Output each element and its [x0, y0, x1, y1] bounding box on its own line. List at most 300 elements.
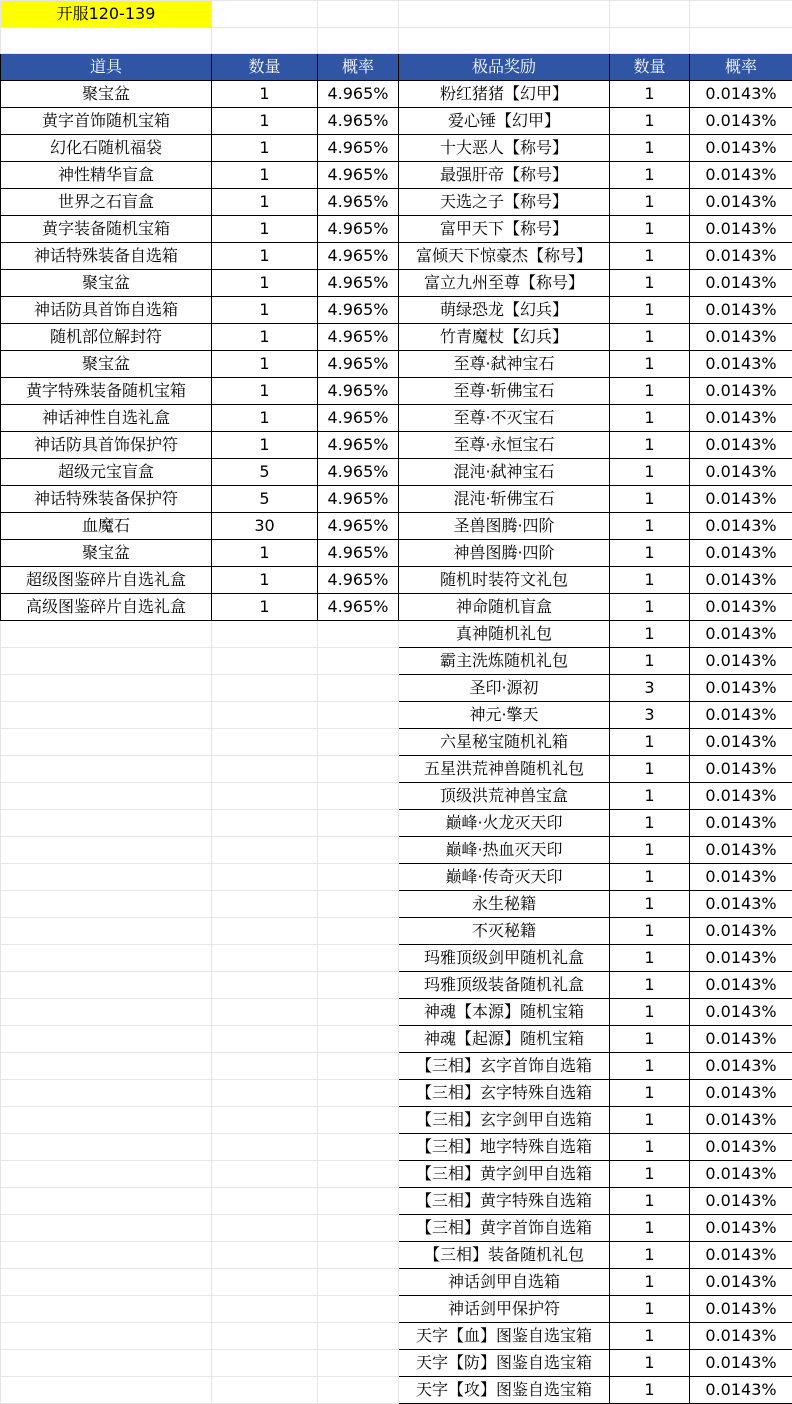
right-probability-cell[interactable]: 0.0143%	[690, 1350, 792, 1377]
right-probability-cell[interactable]: 0.0143%	[690, 1053, 792, 1080]
empty-cell[interactable]	[212, 1242, 318, 1269]
right-quantity-cell[interactable]: 1	[610, 1161, 690, 1188]
right-item-name-cell[interactable]: 【三相】玄字剑甲自选箱	[399, 1107, 610, 1134]
right-probability-cell[interactable]: 0.0143%	[690, 1377, 792, 1404]
sheet-title[interactable]: 开服120-139	[1, 1, 212, 28]
empty-cell[interactable]	[212, 999, 318, 1026]
empty-cell[interactable]	[318, 1107, 399, 1134]
right-probability-cell[interactable]: 0.0143%	[690, 486, 792, 513]
right-probability-cell[interactable]: 0.0143%	[690, 972, 792, 999]
right-item-name-cell[interactable]: 【三相】黄字特殊自选箱	[399, 1188, 610, 1215]
empty-cell[interactable]	[318, 972, 399, 999]
right-quantity-cell[interactable]: 1	[610, 513, 690, 540]
empty-cell[interactable]	[1, 1161, 212, 1188]
left-probability-cell[interactable]: 4.965%	[318, 378, 399, 405]
empty-cell[interactable]	[318, 1323, 399, 1350]
empty-cell[interactable]	[318, 999, 399, 1026]
left-item-name-cell[interactable]: 黄字首饰随机宝箱	[1, 108, 212, 135]
right-quantity-cell[interactable]: 1	[610, 189, 690, 216]
empty-cell[interactable]	[212, 1323, 318, 1350]
left-quantity-cell[interactable]: 1	[212, 270, 318, 297]
right-quantity-cell[interactable]: 1	[610, 1269, 690, 1296]
empty-cell[interactable]	[318, 702, 399, 729]
empty-cell[interactable]	[212, 810, 318, 837]
empty-cell[interactable]	[1, 972, 212, 999]
right-probability-cell[interactable]: 0.0143%	[690, 540, 792, 567]
empty-cell[interactable]	[212, 1107, 318, 1134]
right-item-name-cell[interactable]: 圣兽图腾·四阶	[399, 513, 610, 540]
right-quantity-cell[interactable]: 1	[610, 1323, 690, 1350]
right-item-name-cell[interactable]: 最强肝帝【称号】	[399, 162, 610, 189]
left-item-name-cell[interactable]: 聚宝盆	[1, 81, 212, 108]
right-item-name-cell[interactable]: 不灭秘籍	[399, 918, 610, 945]
right-quantity-cell[interactable]: 1	[610, 351, 690, 378]
right-item-name-cell[interactable]: 真神随机礼包	[399, 621, 610, 648]
right-probability-cell[interactable]: 0.0143%	[690, 162, 792, 189]
empty-cell[interactable]	[212, 945, 318, 972]
right-quantity-cell[interactable]: 1	[610, 405, 690, 432]
empty-cell[interactable]	[1, 1134, 212, 1161]
right-probability-cell[interactable]: 0.0143%	[690, 459, 792, 486]
left-item-name-cell[interactable]: 黄字装备随机宝箱	[1, 216, 212, 243]
empty-cell[interactable]	[1, 783, 212, 810]
empty-cell[interactable]	[212, 756, 318, 783]
right-quantity-cell[interactable]: 1	[610, 81, 690, 108]
right-quantity-cell[interactable]: 1	[610, 270, 690, 297]
left-quantity-cell[interactable]: 1	[212, 378, 318, 405]
left-probability-cell[interactable]: 4.965%	[318, 486, 399, 513]
right-item-name-cell[interactable]: 至尊·斩佛宝石	[399, 378, 610, 405]
right-quantity-cell[interactable]: 1	[610, 324, 690, 351]
right-quantity-cell[interactable]: 1	[610, 567, 690, 594]
left-probability-cell[interactable]: 4.965%	[318, 108, 399, 135]
right-item-name-cell[interactable]: 神命随机盲盒	[399, 594, 610, 621]
right-item-name-cell[interactable]: 天字【血】图鉴自选宝箱	[399, 1323, 610, 1350]
empty-cell[interactable]	[1, 1080, 212, 1107]
empty-cell[interactable]	[1, 1296, 212, 1323]
right-item-name-cell[interactable]: 混沌·斩佛宝石	[399, 486, 610, 513]
right-quantity-cell[interactable]: 1	[610, 1350, 690, 1377]
empty-cell[interactable]	[1, 1107, 212, 1134]
left-quantity-cell[interactable]: 1	[212, 243, 318, 270]
empty-cell[interactable]	[212, 648, 318, 675]
left-item-name-cell[interactable]: 高级图鉴碎片自选礼盒	[1, 594, 212, 621]
empty-cell[interactable]	[318, 1161, 399, 1188]
left-probability-cell[interactable]: 4.965%	[318, 432, 399, 459]
right-quantity-cell[interactable]: 1	[610, 891, 690, 918]
empty-cell[interactable]	[318, 675, 399, 702]
left-item-name-cell[interactable]: 神话神性自选礼盒	[1, 405, 212, 432]
right-item-name-cell[interactable]: 爱心锤【幻甲】	[399, 108, 610, 135]
left-item-name-cell[interactable]: 血魔石	[1, 513, 212, 540]
empty-cell[interactable]	[318, 1269, 399, 1296]
left-probability-cell[interactable]: 4.965%	[318, 459, 399, 486]
empty-cell[interactable]	[212, 1377, 318, 1404]
right-item-name-cell[interactable]: 至尊·不灭宝石	[399, 405, 610, 432]
right-item-name-cell[interactable]: 顶级洪荒神兽宝盒	[399, 783, 610, 810]
right-probability-cell[interactable]: 0.0143%	[690, 243, 792, 270]
right-quantity-cell[interactable]: 1	[610, 297, 690, 324]
right-item-name-cell[interactable]: 【三相】玄字首饰自选箱	[399, 1053, 610, 1080]
right-item-name-cell[interactable]: 富倾天下惊豪杰【称号】	[399, 243, 610, 270]
right-probability-cell[interactable]: 0.0143%	[690, 1161, 792, 1188]
left-quantity-cell[interactable]: 1	[212, 324, 318, 351]
right-item-name-cell[interactable]: 圣印·源初	[399, 675, 610, 702]
right-probability-cell[interactable]: 0.0143%	[690, 891, 792, 918]
right-item-name-cell[interactable]: 萌绿恐龙【幻兵】	[399, 297, 610, 324]
right-probability-cell[interactable]: 0.0143%	[690, 594, 792, 621]
right-quantity-cell[interactable]: 1	[610, 1134, 690, 1161]
empty-cell[interactable]	[318, 1188, 399, 1215]
right-quantity-cell[interactable]: 1	[610, 1215, 690, 1242]
empty-cell[interactable]	[1, 621, 212, 648]
right-quantity-cell[interactable]: 1	[610, 1080, 690, 1107]
right-probability-cell[interactable]: 0.0143%	[690, 405, 792, 432]
left-item-name-cell[interactable]: 神话防具首饰保护符	[1, 432, 212, 459]
left-probability-cell[interactable]: 4.965%	[318, 81, 399, 108]
right-probability-cell[interactable]: 0.0143%	[690, 918, 792, 945]
empty-cell[interactable]	[212, 1188, 318, 1215]
right-probability-cell[interactable]: 0.0143%	[690, 810, 792, 837]
right-item-name-cell[interactable]: 天字【攻】图鉴自选宝箱	[399, 1377, 610, 1404]
right-probability-cell[interactable]: 0.0143%	[690, 378, 792, 405]
right-item-name-cell[interactable]: 神话剑甲自选箱	[399, 1269, 610, 1296]
empty-cell[interactable]	[1, 1269, 212, 1296]
empty-cell[interactable]	[1, 1377, 212, 1404]
empty-cell[interactable]	[1, 999, 212, 1026]
right-quantity-cell[interactable]: 1	[610, 648, 690, 675]
right-quantity-cell[interactable]: 3	[610, 675, 690, 702]
right-quantity-cell[interactable]: 3	[610, 702, 690, 729]
right-probability-cell[interactable]: 0.0143%	[690, 513, 792, 540]
right-quantity-cell[interactable]: 1	[610, 621, 690, 648]
empty-cell[interactable]	[1, 1323, 212, 1350]
left-quantity-cell[interactable]: 1	[212, 540, 318, 567]
left-quantity-cell[interactable]: 1	[212, 567, 318, 594]
empty-cell[interactable]	[212, 729, 318, 756]
right-item-name-cell[interactable]: 神元·擎天	[399, 702, 610, 729]
empty-cell[interactable]	[318, 1242, 399, 1269]
empty-cell[interactable]	[212, 783, 318, 810]
left-quantity-cell[interactable]: 1	[212, 135, 318, 162]
right-item-name-cell[interactable]: 巅峰·传奇灭天印	[399, 864, 610, 891]
right-probability-cell[interactable]: 0.0143%	[690, 297, 792, 324]
right-item-name-cell[interactable]: 巅峰·热血灭天印	[399, 837, 610, 864]
empty-cell[interactable]	[212, 1134, 318, 1161]
right-probability-cell[interactable]: 0.0143%	[690, 1215, 792, 1242]
right-quantity-cell[interactable]: 1	[610, 1026, 690, 1053]
empty-cell[interactable]	[318, 1296, 399, 1323]
right-probability-cell[interactable]: 0.0143%	[690, 108, 792, 135]
right-quantity-cell[interactable]: 1	[610, 459, 690, 486]
right-item-name-cell[interactable]: 霸主洗炼随机礼包	[399, 648, 610, 675]
right-item-name-cell[interactable]: 混沌·弑神宝石	[399, 459, 610, 486]
left-quantity-cell[interactable]: 1	[212, 162, 318, 189]
left-probability-cell[interactable]: 4.965%	[318, 243, 399, 270]
empty-cell[interactable]	[318, 1350, 399, 1377]
empty-cell[interactable]	[212, 1026, 318, 1053]
left-item-name-cell[interactable]: 黄字特殊装备随机宝箱	[1, 378, 212, 405]
empty-cell[interactable]	[212, 675, 318, 702]
left-quantity-cell[interactable]: 1	[212, 351, 318, 378]
left-probability-cell[interactable]: 4.965%	[318, 513, 399, 540]
right-probability-cell[interactable]: 0.0143%	[690, 1323, 792, 1350]
right-item-name-cell[interactable]: 【三相】玄字特殊自选箱	[399, 1080, 610, 1107]
right-probability-cell[interactable]: 0.0143%	[690, 1080, 792, 1107]
empty-cell[interactable]	[318, 648, 399, 675]
empty-cell[interactable]	[1, 1188, 212, 1215]
right-quantity-cell[interactable]: 1	[610, 1107, 690, 1134]
empty-cell[interactable]	[212, 837, 318, 864]
left-item-name-cell[interactable]: 聚宝盆	[1, 540, 212, 567]
right-probability-cell[interactable]: 0.0143%	[690, 1107, 792, 1134]
empty-cell[interactable]	[1, 810, 212, 837]
right-quantity-cell[interactable]: 1	[610, 540, 690, 567]
empty-cell[interactable]	[318, 1215, 399, 1242]
left-quantity-cell[interactable]: 1	[212, 432, 318, 459]
right-item-name-cell[interactable]: 五星洪荒神兽随机礼包	[399, 756, 610, 783]
left-probability-cell[interactable]: 4.965%	[318, 297, 399, 324]
right-item-name-cell[interactable]: 六星秘宝随机礼箱	[399, 729, 610, 756]
right-quantity-cell[interactable]: 1	[610, 864, 690, 891]
left-item-name-cell[interactable]: 幻化石随机福袋	[1, 135, 212, 162]
empty-cell[interactable]	[1, 1053, 212, 1080]
left-quantity-cell[interactable]: 1	[212, 594, 318, 621]
empty-cell[interactable]	[212, 1161, 318, 1188]
empty-cell[interactable]	[1, 945, 212, 972]
right-item-name-cell[interactable]: 【三相】黄字剑甲自选箱	[399, 1161, 610, 1188]
right-quantity-cell[interactable]: 1	[610, 1188, 690, 1215]
right-item-name-cell[interactable]: 玛雅顶级装备随机礼盒	[399, 972, 610, 999]
left-item-name-cell[interactable]: 神话特殊装备自选箱	[1, 243, 212, 270]
left-probability-cell[interactable]: 4.965%	[318, 351, 399, 378]
right-quantity-cell[interactable]: 1	[610, 1242, 690, 1269]
right-quantity-cell[interactable]: 1	[610, 1377, 690, 1404]
right-probability-cell[interactable]: 0.0143%	[690, 702, 792, 729]
right-probability-cell[interactable]: 0.0143%	[690, 783, 792, 810]
empty-cell[interactable]	[318, 1053, 399, 1080]
left-probability-cell[interactable]: 4.965%	[318, 135, 399, 162]
right-item-name-cell[interactable]: 竹青魔杖【幻兵】	[399, 324, 610, 351]
left-probability-cell[interactable]: 4.965%	[318, 324, 399, 351]
right-probability-cell[interactable]: 0.0143%	[690, 81, 792, 108]
right-probability-cell[interactable]: 0.0143%	[690, 189, 792, 216]
right-probability-cell[interactable]: 0.0143%	[690, 837, 792, 864]
right-item-name-cell[interactable]: 神兽图腾·四阶	[399, 540, 610, 567]
right-quantity-cell[interactable]: 1	[610, 594, 690, 621]
empty-cell[interactable]	[1, 1350, 212, 1377]
right-item-name-cell[interactable]: 玛雅顶级剑甲随机礼盒	[399, 945, 610, 972]
right-quantity-cell[interactable]: 1	[610, 729, 690, 756]
empty-cell[interactable]	[318, 1377, 399, 1404]
right-probability-cell[interactable]: 0.0143%	[690, 729, 792, 756]
right-item-name-cell[interactable]: 神魂【起源】随机宝箱	[399, 1026, 610, 1053]
empty-cell[interactable]	[1, 675, 212, 702]
right-quantity-cell[interactable]: 1	[610, 945, 690, 972]
empty-cell[interactable]	[318, 1080, 399, 1107]
empty-cell[interactable]	[212, 1269, 318, 1296]
right-probability-cell[interactable]: 0.0143%	[690, 270, 792, 297]
left-item-name-cell[interactable]: 超级元宝盲盒	[1, 459, 212, 486]
left-probability-cell[interactable]: 4.965%	[318, 270, 399, 297]
right-probability-cell[interactable]: 0.0143%	[690, 945, 792, 972]
right-quantity-cell[interactable]: 1	[610, 756, 690, 783]
right-probability-cell[interactable]: 0.0143%	[690, 999, 792, 1026]
empty-cell[interactable]	[212, 702, 318, 729]
right-quantity-cell[interactable]: 1	[610, 486, 690, 513]
empty-cell[interactable]	[318, 621, 399, 648]
right-probability-cell[interactable]: 0.0143%	[690, 756, 792, 783]
empty-cell[interactable]	[318, 945, 399, 972]
left-item-name-cell[interactable]: 随机部位解封符	[1, 324, 212, 351]
empty-cell[interactable]	[212, 621, 318, 648]
right-probability-cell[interactable]: 0.0143%	[690, 351, 792, 378]
right-item-name-cell[interactable]: 随机时装符文礼包	[399, 567, 610, 594]
left-item-name-cell[interactable]: 超级图鉴碎片自选礼盒	[1, 567, 212, 594]
header-item[interactable]: 道具	[1, 54, 212, 81]
left-probability-cell[interactable]: 4.965%	[318, 405, 399, 432]
right-quantity-cell[interactable]: 1	[610, 216, 690, 243]
empty-cell[interactable]	[212, 1053, 318, 1080]
right-item-name-cell[interactable]: 粉红猪猪【幻甲】	[399, 81, 610, 108]
right-probability-cell[interactable]: 0.0143%	[690, 648, 792, 675]
empty-cell[interactable]	[318, 864, 399, 891]
empty-cell[interactable]	[1, 702, 212, 729]
right-item-name-cell[interactable]: 十大恶人【称号】	[399, 135, 610, 162]
empty-cell[interactable]	[212, 1296, 318, 1323]
left-quantity-cell[interactable]: 1	[212, 216, 318, 243]
empty-cell[interactable]	[212, 918, 318, 945]
empty-cell[interactable]	[212, 1350, 318, 1377]
right-quantity-cell[interactable]: 1	[610, 378, 690, 405]
empty-cell[interactable]	[318, 837, 399, 864]
empty-cell[interactable]	[212, 1080, 318, 1107]
right-item-name-cell[interactable]: 天选之子【称号】	[399, 189, 610, 216]
left-item-name-cell[interactable]: 聚宝盆	[1, 270, 212, 297]
left-probability-cell[interactable]: 4.965%	[318, 540, 399, 567]
empty-cell[interactable]	[1, 1242, 212, 1269]
left-probability-cell[interactable]: 4.965%	[318, 189, 399, 216]
left-quantity-cell[interactable]: 5	[212, 486, 318, 513]
right-quantity-cell[interactable]: 1	[610, 1296, 690, 1323]
empty-cell[interactable]	[318, 756, 399, 783]
empty-cell[interactable]	[318, 918, 399, 945]
header-probability[interactable]: 概率	[318, 54, 399, 81]
left-probability-cell[interactable]: 4.965%	[318, 567, 399, 594]
empty-cell[interactable]	[318, 783, 399, 810]
right-quantity-cell[interactable]: 1	[610, 837, 690, 864]
empty-cell[interactable]	[318, 1134, 399, 1161]
right-probability-cell[interactable]: 0.0143%	[690, 135, 792, 162]
right-quantity-cell[interactable]: 1	[610, 810, 690, 837]
right-probability-cell[interactable]: 0.0143%	[690, 1188, 792, 1215]
left-item-name-cell[interactable]: 世界之石盲盒	[1, 189, 212, 216]
right-item-name-cell[interactable]: 天字【防】图鉴自选宝箱	[399, 1350, 610, 1377]
left-probability-cell[interactable]: 4.965%	[318, 594, 399, 621]
right-quantity-cell[interactable]: 1	[610, 972, 690, 999]
left-item-name-cell[interactable]: 聚宝盆	[1, 351, 212, 378]
left-quantity-cell[interactable]: 5	[212, 459, 318, 486]
right-item-name-cell[interactable]: 至尊·弑神宝石	[399, 351, 610, 378]
right-quantity-cell[interactable]: 1	[610, 135, 690, 162]
right-quantity-cell[interactable]: 1	[610, 999, 690, 1026]
right-item-name-cell[interactable]: 永生秘籍	[399, 891, 610, 918]
right-probability-cell[interactable]: 0.0143%	[690, 1296, 792, 1323]
right-probability-cell[interactable]: 0.0143%	[690, 675, 792, 702]
empty-cell[interactable]	[318, 1026, 399, 1053]
right-item-name-cell[interactable]: 神话剑甲保护符	[399, 1296, 610, 1323]
empty-cell[interactable]	[1, 648, 212, 675]
left-item-name-cell[interactable]: 神话特殊装备保护符	[1, 486, 212, 513]
right-quantity-cell[interactable]: 1	[610, 108, 690, 135]
empty-cell[interactable]	[1, 1026, 212, 1053]
left-quantity-cell[interactable]: 30	[212, 513, 318, 540]
left-probability-cell[interactable]: 4.965%	[318, 162, 399, 189]
empty-cell[interactable]	[1, 729, 212, 756]
left-item-name-cell[interactable]: 神话防具首饰自选箱	[1, 297, 212, 324]
empty-cell[interactable]	[212, 1215, 318, 1242]
right-probability-cell[interactable]: 0.0143%	[690, 432, 792, 459]
right-quantity-cell[interactable]: 1	[610, 918, 690, 945]
empty-cell[interactable]	[212, 972, 318, 999]
right-probability-cell[interactable]: 0.0143%	[690, 1026, 792, 1053]
left-quantity-cell[interactable]: 1	[212, 108, 318, 135]
empty-cell[interactable]	[212, 864, 318, 891]
right-item-name-cell[interactable]: 巅峰·火龙灭天印	[399, 810, 610, 837]
header-probability[interactable]: 概率	[690, 54, 792, 81]
right-probability-cell[interactable]: 0.0143%	[690, 1134, 792, 1161]
right-item-name-cell[interactable]: 【三相】地字特殊自选箱	[399, 1134, 610, 1161]
right-item-name-cell[interactable]: 【三相】黄字首饰自选箱	[399, 1215, 610, 1242]
empty-cell[interactable]	[1, 891, 212, 918]
empty-cell[interactable]	[1, 1215, 212, 1242]
left-quantity-cell[interactable]: 1	[212, 405, 318, 432]
empty-cell[interactable]	[1, 837, 212, 864]
right-item-name-cell[interactable]: 【三相】装备随机礼包	[399, 1242, 610, 1269]
right-item-name-cell[interactable]: 富立九州至尊【称号】	[399, 270, 610, 297]
left-item-name-cell[interactable]: 神性精华盲盒	[1, 162, 212, 189]
right-probability-cell[interactable]: 0.0143%	[690, 324, 792, 351]
right-probability-cell[interactable]: 0.0143%	[690, 621, 792, 648]
empty-cell[interactable]	[318, 810, 399, 837]
right-probability-cell[interactable]: 0.0143%	[690, 567, 792, 594]
right-quantity-cell[interactable]: 1	[610, 243, 690, 270]
empty-cell[interactable]	[1, 756, 212, 783]
right-item-name-cell[interactable]: 至尊·永恒宝石	[399, 432, 610, 459]
right-item-name-cell[interactable]: 富甲天下【称号】	[399, 216, 610, 243]
left-quantity-cell[interactable]: 1	[212, 81, 318, 108]
header-quantity[interactable]: 数量	[212, 54, 318, 81]
empty-cell[interactable]	[318, 891, 399, 918]
right-item-name-cell[interactable]: 神魂【本源】随机宝箱	[399, 999, 610, 1026]
right-probability-cell[interactable]: 0.0143%	[690, 1269, 792, 1296]
empty-cell[interactable]	[1, 864, 212, 891]
empty-cell[interactable]	[318, 729, 399, 756]
header-quantity[interactable]: 数量	[610, 54, 690, 81]
right-quantity-cell[interactable]: 1	[610, 432, 690, 459]
right-quantity-cell[interactable]: 1	[610, 783, 690, 810]
right-probability-cell[interactable]: 0.0143%	[690, 1242, 792, 1269]
right-probability-cell[interactable]: 0.0143%	[690, 864, 792, 891]
empty-cell[interactable]	[212, 891, 318, 918]
right-probability-cell[interactable]: 0.0143%	[690, 216, 792, 243]
left-quantity-cell[interactable]: 1	[212, 297, 318, 324]
header-premium-reward[interactable]: 极品奖励	[399, 54, 610, 81]
left-quantity-cell[interactable]: 1	[212, 189, 318, 216]
right-quantity-cell[interactable]: 1	[610, 162, 690, 189]
empty-cell[interactable]	[1, 918, 212, 945]
right-quantity-cell[interactable]: 1	[610, 1053, 690, 1080]
